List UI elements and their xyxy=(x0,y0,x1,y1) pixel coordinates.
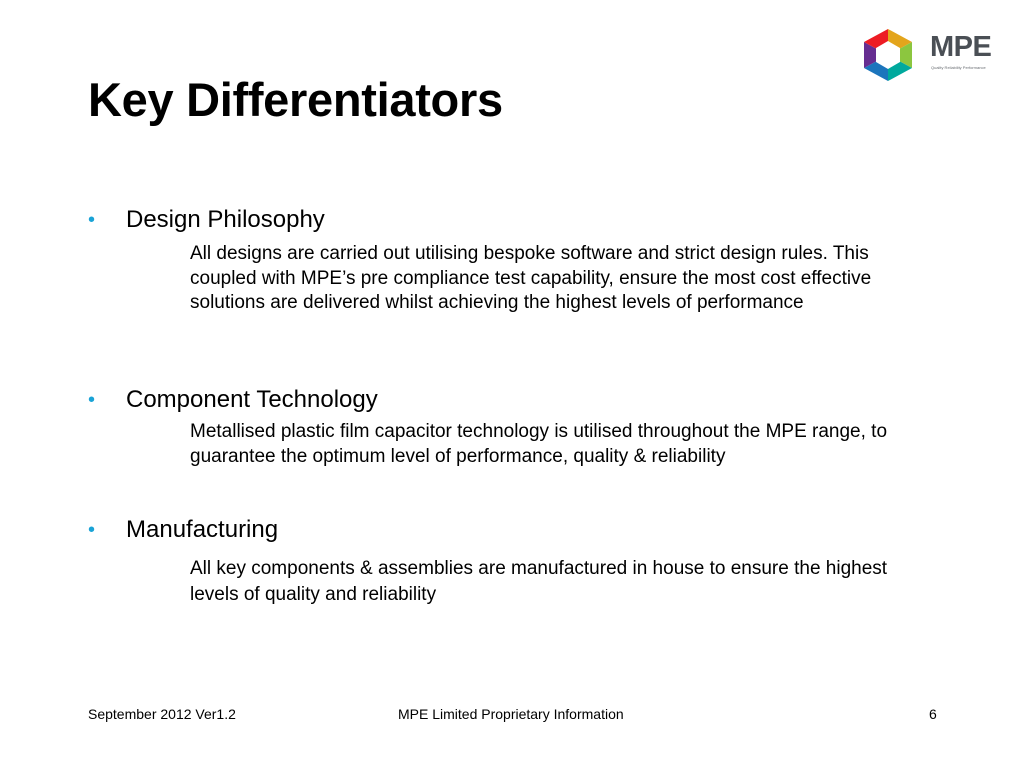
bullet-icon: • xyxy=(88,389,96,411)
bullet-icon: • xyxy=(88,519,96,541)
section-body: All designs are carried out utilising bespoke software and strict design rules. This coupled with MPE’s pre compliance test capability, ensure the most cost effective solutions are delivered whilst achieving the highest levels of performance xyxy=(190,243,872,313)
footer-page-number: 6 xyxy=(929,706,937,722)
section-body: All key components & assemblies are manufactured in house to ensure the highest levels of quality and reliability xyxy=(190,558,888,605)
logo-tagline: Quality Reliability Performance xyxy=(931,65,986,70)
hexagon-logo-icon xyxy=(858,27,918,83)
section-heading: Design Philosophy xyxy=(126,206,325,233)
bullet-icon: • xyxy=(88,209,96,231)
section-component-technology xyxy=(84,386,944,469)
section-heading: Manufacturing xyxy=(126,516,279,543)
logo-wordmark: MPE xyxy=(930,31,992,63)
section-manufacturing xyxy=(84,516,944,608)
mpe-logo xyxy=(858,27,1006,83)
footer-date-version: September 2012 Ver1.2 xyxy=(88,706,236,722)
section-design-philosophy xyxy=(84,206,944,316)
footer-proprietary-notice: MPE Limited Proprietary Information xyxy=(398,706,624,722)
slide-title: Key Differentiators xyxy=(88,73,503,126)
section-body: Metallised plastic film capacitor technology is utilised throughout the MPE range, to guarantee the optimum level of performance, quality & reliability xyxy=(190,421,888,467)
section-heading: Component Technology xyxy=(126,386,378,413)
